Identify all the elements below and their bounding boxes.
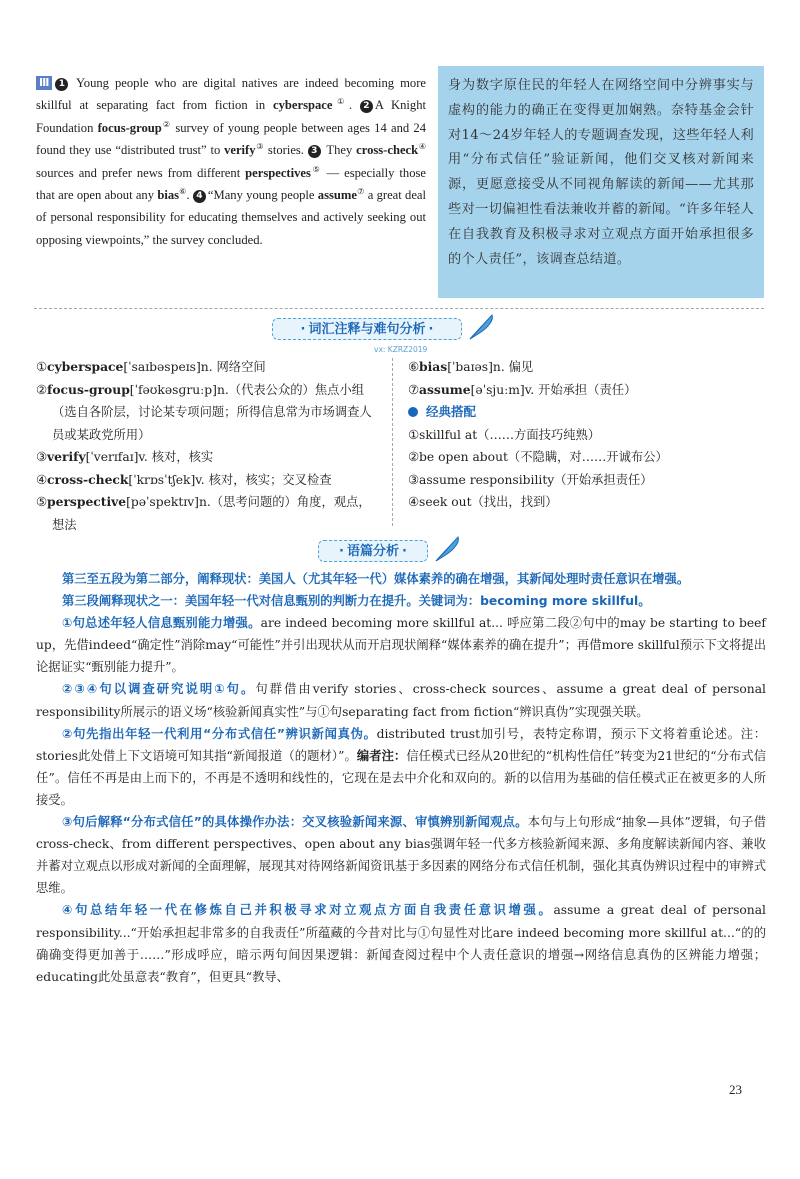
note-ref: ① bbox=[332, 97, 349, 107]
sentence-text: survey of young people between ages 14 and 24 found they use “distributed trust” to bbox=[36, 120, 426, 158]
discourse-analysis bbox=[36, 568, 766, 988]
note-ref: ④ bbox=[418, 142, 427, 152]
vocab-number: ⑥ bbox=[408, 360, 420, 374]
analysis-point bbox=[36, 723, 766, 811]
analysis-banner-title: 语篇分析 bbox=[346, 544, 399, 559]
vocab-item bbox=[36, 469, 381, 492]
vocab-definition: [ˈsaɪbəspeɪs]n. 网络空间 bbox=[123, 360, 266, 374]
keyword-assume: assume bbox=[317, 188, 357, 203]
watermark-text: vx: KZRZ2019 bbox=[374, 345, 428, 354]
analysis-point-heading: ②③④句以调查研究说明①句。 bbox=[62, 682, 256, 697]
keyword-perspectives: perspectives bbox=[245, 165, 311, 180]
analysis-point bbox=[36, 678, 766, 722]
note-ref: ⑤ bbox=[310, 164, 322, 174]
sentence-text: Young people who are digital natives are indeed becoming more skillful at separating fact from fiction in bbox=[36, 76, 426, 113]
keyword-cyberspace: cyberspace bbox=[273, 98, 333, 113]
vocab-number: ③ bbox=[36, 450, 48, 464]
vocab-item bbox=[408, 379, 768, 402]
analysis-summary: 第三至五段为第二部分，阐释现状：美国人（尤其年轻一代）媒体素养的确在增强，其新闻处理时责任意识在增强。 bbox=[62, 572, 690, 586]
vocab-word: verify bbox=[47, 449, 86, 464]
analysis-section-banner: · 语篇分析 · bbox=[318, 540, 428, 562]
sentence-text: stories. bbox=[264, 143, 308, 158]
vocab-word: perspective bbox=[47, 494, 127, 509]
collocation-heading bbox=[408, 401, 768, 424]
keyword-bias: bias bbox=[157, 188, 180, 203]
quill-icon bbox=[466, 312, 496, 342]
analysis-paragraph-3-intro: 第三段阐释现状之一：美国年轻一代对信息甄别的判断力在提升。关键词为：becoming more skillful。 bbox=[62, 594, 651, 609]
vocab-definition: [ˈverɪfaɪ]v. 核对，核实 bbox=[85, 450, 214, 464]
analysis-point-body: distributed trust加引号，表特定称谓，预示下文将着重论述。注：stories此处借上下文语境可知其指“新闻报道（的题材）”。 bbox=[36, 726, 767, 763]
chinese-translation-box: 身为数字原住民的年轻人在网络空间中分辨事实与虚构的能力的确正在变得更加娴熟。奈特基金会针对14～24岁年轻人的专题调查发现，这些年轻人利用“分布式信任”验证新闻，他们交叉核对新闻来源，更愿意接受从不同视角解读的新闻——尤其那些对一切偏袒性看法兼收并蓄的新闻。“许多年轻人在自我教育及积极寻求对立观点方面开始承担很多的个人责任”，该调查总结道。 bbox=[438, 66, 764, 298]
keyword-verify: verify bbox=[224, 143, 256, 158]
sentence-text: They bbox=[322, 143, 357, 158]
vocab-word: cross-check bbox=[47, 471, 129, 487]
sentence-text: sources and prefer news from different bbox=[36, 165, 246, 180]
quill-icon bbox=[432, 534, 462, 564]
analysis-point-heading: ④句总结年轻一代在修炼自己并积极寻求对立观点方面自我责任意识增强。 bbox=[62, 903, 554, 918]
collocation-item: ④seek out（找出，找到） bbox=[408, 495, 558, 509]
sentence-text: “Many young people bbox=[207, 188, 318, 203]
analysis-point bbox=[36, 612, 766, 678]
vocab-number: ② bbox=[36, 382, 48, 397]
bullet-icon bbox=[408, 407, 418, 417]
vocab-word: focus-group bbox=[47, 381, 130, 397]
sentence-text: — especially those that are open about any bbox=[36, 165, 427, 203]
vocab-number: ④ bbox=[36, 472, 48, 487]
analysis-point bbox=[36, 899, 766, 987]
analysis-point-heading: ①句总述年轻人信息甄别能力增强。 bbox=[62, 616, 261, 631]
analysis-point-body: assume a great deal of personal responsibility...“开始承担起非常多的自我责任”所蕴藏的今昔对比与①句显性对比are indeed becoming more skillful at...“的的确确变得更加善于……”形成呼应，暗示两句间因果逻辑：新闻查阅过程中个人责任意识的增强→网络信息真伪的区辨能力增强；educating此处虽意表“教育”，但更具“教导、 bbox=[36, 903, 766, 984]
collocation-item: ②be open about（不隐瞒，对……开诚布公） bbox=[408, 450, 668, 464]
vocab-section-banner: · 词汇注释与难句分析 · bbox=[272, 318, 462, 340]
note-ref: ⑥ bbox=[179, 186, 187, 196]
sentence-text: a great deal of personal responsibility for educating themselves and actively seeking out opposing viewpoints,” the survey concluded. bbox=[36, 188, 427, 247]
note-ref: ⑦ bbox=[356, 186, 365, 196]
vocab-list-left bbox=[36, 356, 381, 536]
sentence-text: . bbox=[348, 98, 360, 113]
vocab-definition: [ˈkrɒsˈtʃek]v. 核对，核实；交叉检查 bbox=[128, 472, 332, 487]
note-ref: ② bbox=[161, 119, 172, 129]
vocab-word: cyberspace bbox=[47, 359, 124, 374]
vocab-list-right bbox=[408, 356, 768, 514]
vocab-number: ⑤ bbox=[36, 495, 48, 509]
analysis-point-heading: ③句后解释“分布式信任”的具体操作办法：交叉核验新闻来源、审慎辨别新闻观点。 bbox=[62, 815, 528, 830]
vocab-item bbox=[36, 446, 381, 469]
sentence-number-3: 3 bbox=[308, 145, 321, 158]
vocab-word: assume bbox=[419, 381, 471, 397]
keyword-cross-check: cross-check bbox=[356, 143, 419, 158]
sentence-text: A Knight Foundation bbox=[36, 98, 427, 135]
vocab-word: bias bbox=[419, 359, 448, 374]
editor-note-label: 编者注： bbox=[356, 748, 407, 763]
section-divider bbox=[34, 308, 764, 309]
sentence-text: . bbox=[186, 188, 193, 203]
vocab-definition: [pəˈspektɪv]n.（思考问题的）角度，观点，想法 bbox=[52, 495, 371, 532]
sentence-number-4: 4 bbox=[193, 190, 206, 203]
editor-note-body: 信任模式已经从20世纪的“机构性信任”转变为21世纪的“分布式信任”。信任不再是由上而下的，不再是不透明和线性的，它现在是去中介化和双向的。新的以信用为基础的信任模式正在被更多的人所接受。 bbox=[36, 748, 766, 807]
analysis-point-body: are indeed becoming more skillful at... 呼应第二段②句中的may be starting to beef up，先借indeed“确定性”消除may“可能性”并引出现状从而开启现状阐释“媒体素养的确在提升”；再借more skillful预示下文将提出论据证实“甄别能力提升”。 bbox=[36, 616, 766, 675]
analysis-point bbox=[36, 811, 766, 899]
sentence-number-2: 2 bbox=[360, 100, 373, 113]
analysis-point-body: 句群借由verify stories、cross-check sources、assume a great deal of personal responsibility所展示的语义场“核验新闻真实性”与①句separating fact from fiction“辨识真伪”实现强关联。 bbox=[36, 682, 766, 719]
vocab-item bbox=[408, 356, 768, 379]
vocab-item bbox=[36, 491, 381, 536]
collocation-item: ①skillful at（……方面技巧纯熟） bbox=[408, 427, 601, 442]
vocab-item bbox=[36, 379, 381, 447]
column-divider bbox=[392, 358, 393, 526]
vocab-item bbox=[36, 356, 381, 379]
note-ref: ③ bbox=[255, 142, 265, 152]
analysis-point-heading: ②句先指出年轻一代利用“分布式信任”辨识新闻真伪。 bbox=[62, 726, 377, 741]
collocation-heading-text: 经典搭配 bbox=[426, 404, 477, 419]
english-passage bbox=[36, 72, 426, 251]
page-number: 23 bbox=[729, 1082, 742, 1097]
vocab-banner-title: 词汇注释与难句分析 bbox=[308, 322, 426, 337]
collocation-item: ③assume responsibility（开始承担责任） bbox=[408, 472, 653, 487]
paragraph-label: Ⅲ bbox=[36, 76, 52, 90]
sentence-number-1: 1 bbox=[55, 78, 68, 91]
vocab-number: ⑦ bbox=[408, 382, 420, 397]
vocab-definition: [ˈfəʊkəsɡruːp]n.（代表公众的）焦点小组（选自各阶层，讨论某专项问题；所得信息常为市场调查人员或某政党所用） bbox=[52, 382, 372, 442]
vocab-definition: [ˈbaɪəs]n. 偏见 bbox=[447, 360, 534, 374]
vocab-number: ① bbox=[36, 360, 48, 374]
analysis-point-body: 本句与上句形成“抽象—具体”逻辑，句子借cross-check、from different perspectives、open about any bias强调年轻一代多方核验新闻来源、多角度解读新闻内容、兼收并蓄对立观点以形成对新闻的全面理解，展现其对待网络新闻资讯基于多因素的网络分布式信任机制，强化其真伪辨识过程中的审辨式思维。 bbox=[36, 815, 767, 896]
vocab-definition: [əˈsjuːm]v. 开始承担（责任） bbox=[470, 382, 637, 397]
keyword-focus-group: focus-group bbox=[97, 120, 162, 135]
